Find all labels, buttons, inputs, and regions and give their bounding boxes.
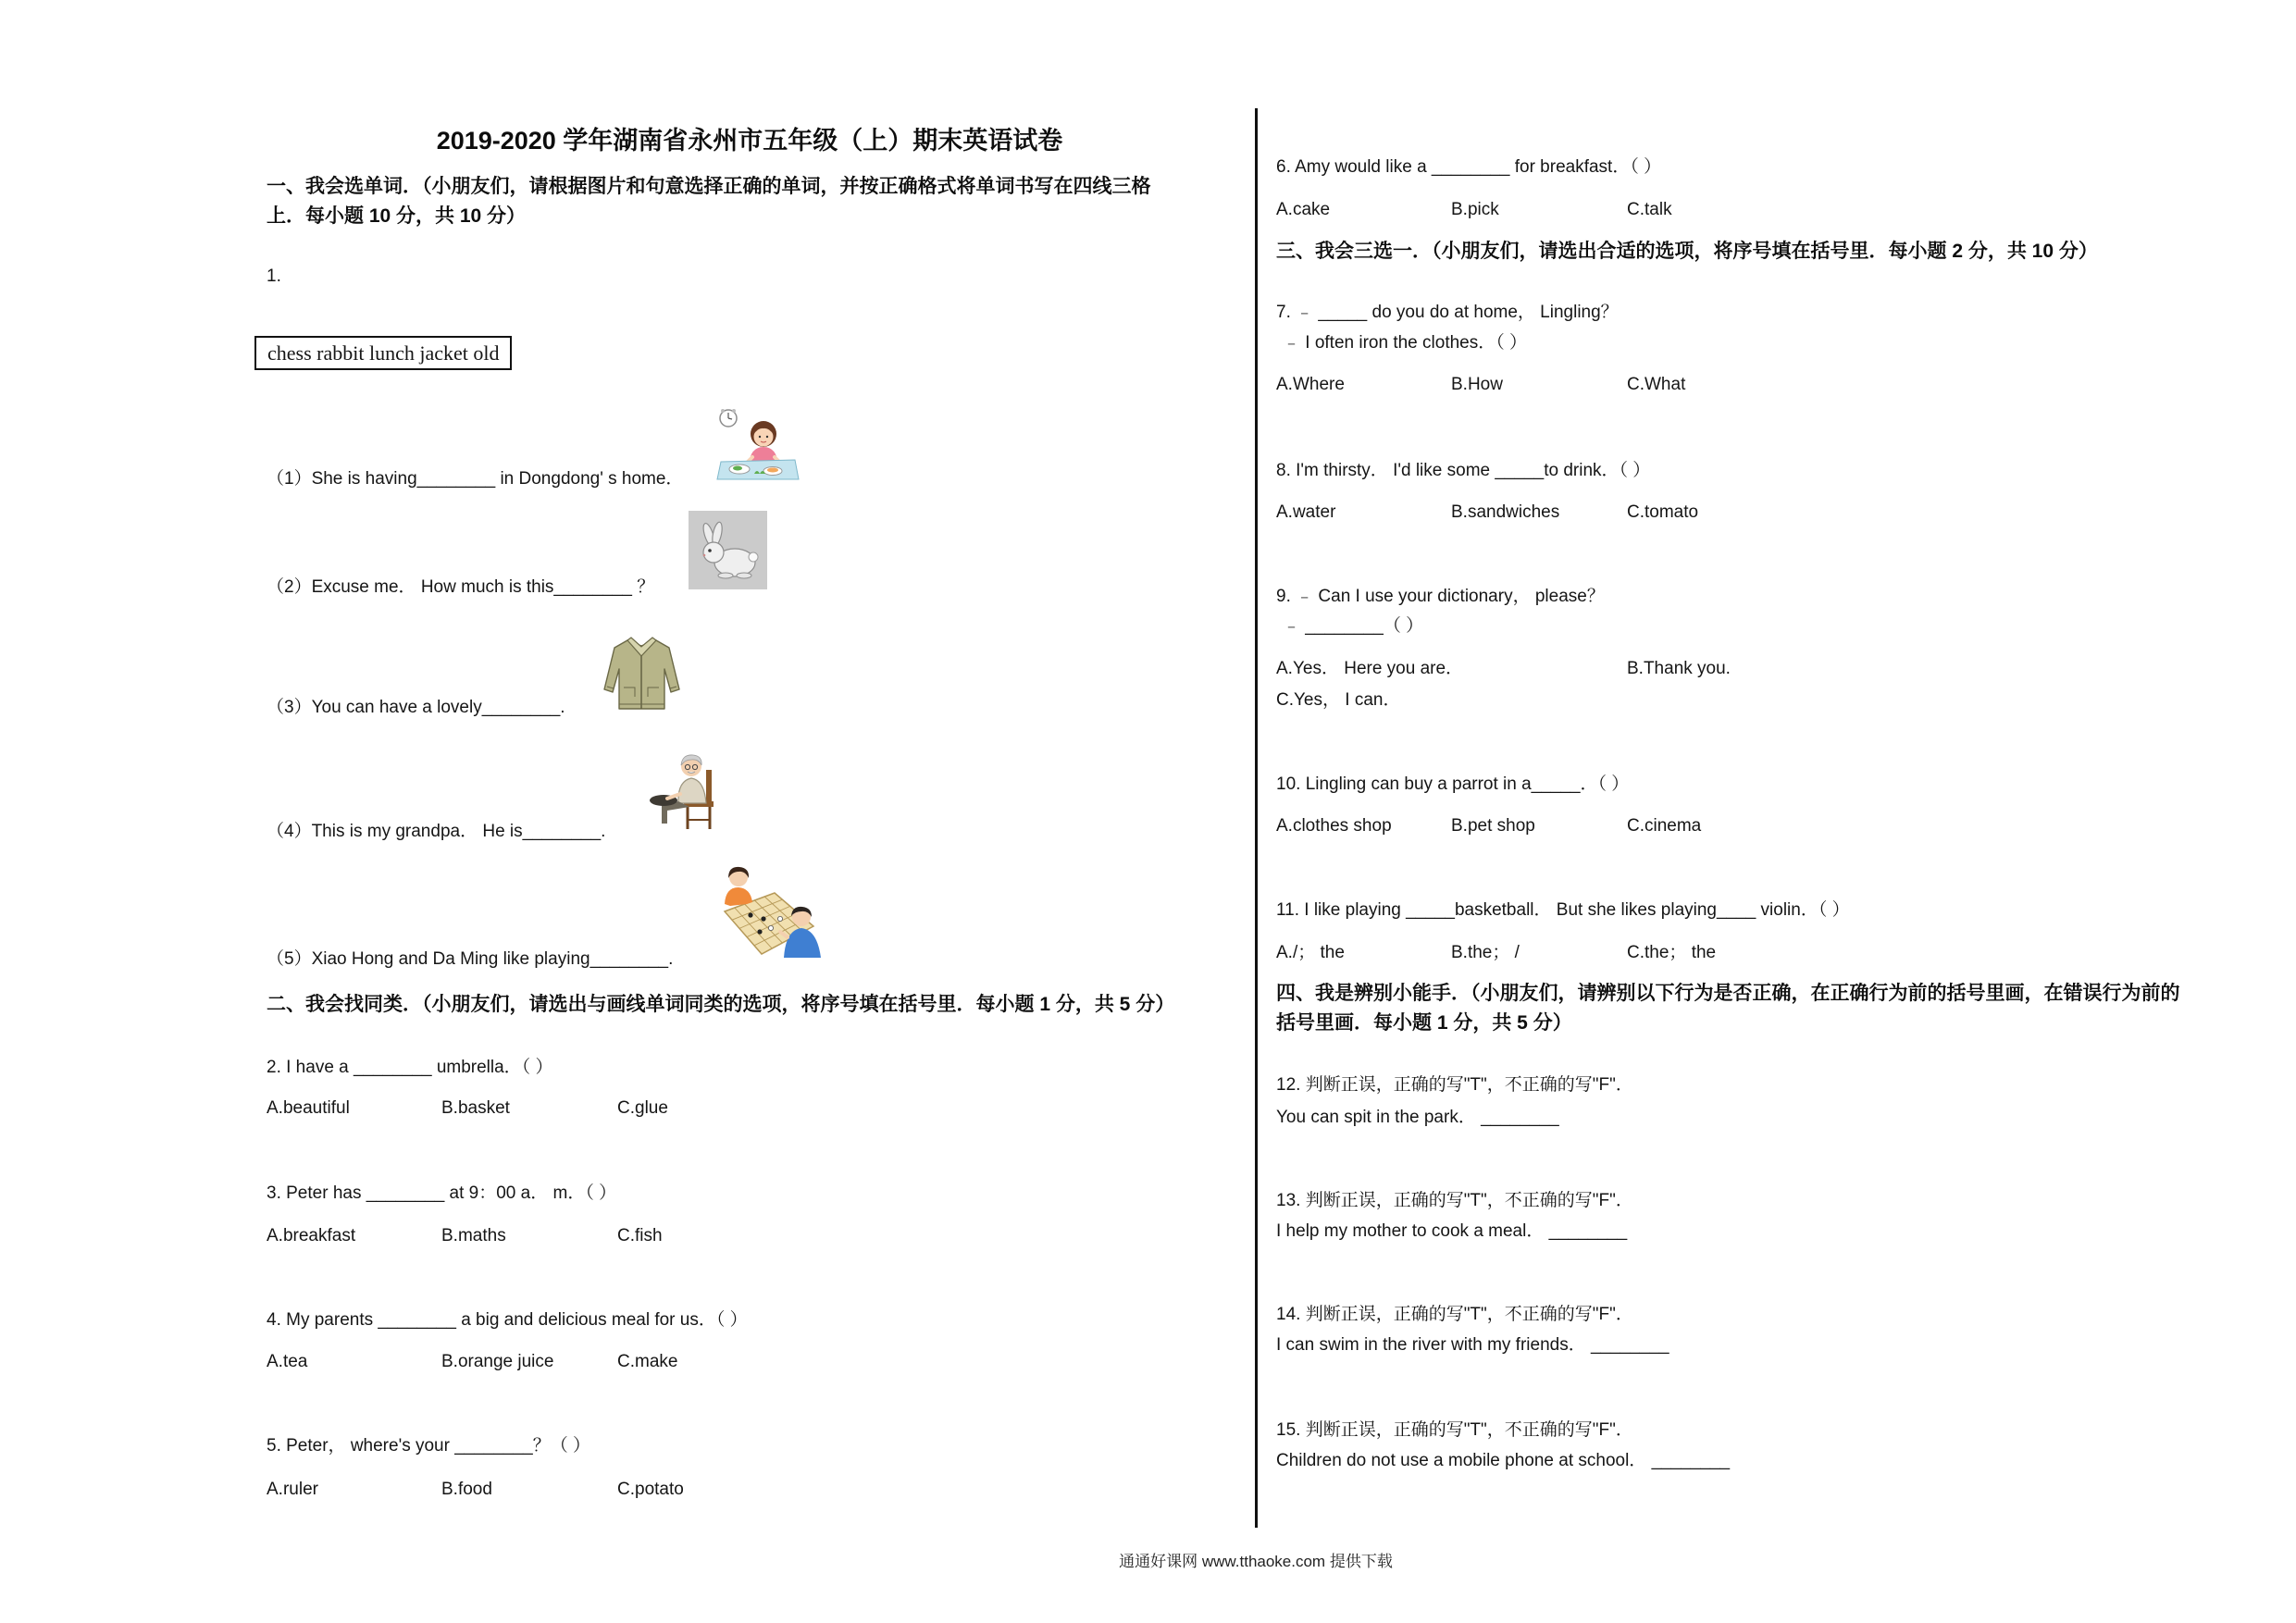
option-b: B.basket bbox=[441, 1098, 510, 1118]
question-9-stem-line-2: ﹣ ________（ ） bbox=[1283, 616, 1424, 636]
question-5-stem: 5. Peter， where's your ________？（ ） bbox=[267, 1436, 591, 1456]
option-b: B.orange juice bbox=[441, 1352, 554, 1371]
section-1-heading-line-1: 一、我会选单词．（小朋友们，请根据图片和句意选择正确的单词，并按正确格式将单词书写在四线三格 bbox=[267, 176, 1151, 197]
question-1-label: 1. bbox=[267, 266, 281, 286]
question-2-stem: 2. I have a ________ umbrella．（ ） bbox=[267, 1058, 553, 1077]
option-a: A.beautiful bbox=[267, 1098, 350, 1118]
rabbit-picture bbox=[689, 511, 767, 589]
option-a: A.Where bbox=[1276, 375, 1345, 394]
question-6-stem: 6. Amy would like a ________ for breakfast．（ ） bbox=[1276, 157, 1662, 177]
jacket-picture bbox=[600, 634, 684, 711]
question-1-item-2: （2）Excuse me． How much is this________ ？ bbox=[267, 577, 655, 597]
option-c: C.cinema bbox=[1627, 816, 1702, 836]
option-c: C.the； the bbox=[1627, 943, 1717, 962]
option-a: A.breakfast bbox=[267, 1226, 356, 1245]
question-13-prompt: 13. 判断正误，正确的写"T"，不正确的写"F"． bbox=[1276, 1191, 1633, 1210]
option-b: B.Thank you. bbox=[1627, 659, 1731, 678]
section-1-heading-line-2: 上．每小题 10 分，共 10 分） bbox=[267, 205, 527, 227]
question-6-options bbox=[1276, 199, 1850, 221]
option-a: A.clothes shop bbox=[1276, 816, 1392, 836]
column-divider bbox=[1255, 108, 1258, 1528]
question-12-statement: You can spit in the park． ________ bbox=[1276, 1108, 1559, 1127]
option-c: C.tomato bbox=[1627, 502, 1699, 522]
option-c: C.glue bbox=[617, 1098, 668, 1118]
option-a: A.tea bbox=[267, 1352, 308, 1371]
question-12-prompt: 12. 判断正误，正确的写"T"，不正确的写"F"． bbox=[1276, 1075, 1633, 1095]
girl-eating-lunch-picture bbox=[715, 407, 800, 481]
page-footer: 通通好课网 www.tthaoke.com 提供下载 bbox=[1119, 1553, 1393, 1570]
section-4-heading-line-2: 括号里画．每小题 1 分，共 5 分） bbox=[1276, 1012, 1572, 1034]
option-c: C.What bbox=[1627, 375, 1686, 394]
question-10-stem: 10. Lingling can buy a parrot in a_____．（ ） bbox=[1276, 774, 1630, 794]
exam-title: 2019-2020 学年湖南省永州市五年级（上）期末英语试卷 bbox=[436, 127, 1063, 155]
question-1-item-4: （4）This is my grandpa． He is________. bbox=[267, 822, 606, 841]
question-1-item-5: （5）Xiao Hong and Da Ming like playing________. bbox=[267, 949, 674, 969]
question-3-options bbox=[267, 1225, 840, 1247]
question-7-stem-line-2: ﹣ I often iron the clothes．（ ） bbox=[1283, 333, 1528, 353]
option-b: B.sandwiches bbox=[1451, 502, 1560, 522]
question-10-options bbox=[1276, 815, 1850, 837]
old-grandpa-picture bbox=[647, 750, 728, 832]
section-4-heading-line-1: 四、我是辨别小能手．（小朋友们，请辨别以下行为是否正确，在正确行为前的括号里画，在错误行为前的 bbox=[1276, 983, 2180, 1004]
question-9-options-row-2 bbox=[1276, 689, 1850, 712]
word-bank-box: chess rabbit lunch jacket old bbox=[254, 336, 512, 370]
question-11-options bbox=[1276, 942, 1850, 964]
question-9-stem-line-1: 9. ﹣ Can I use your dictionary， please？ bbox=[1276, 587, 1605, 606]
question-14-prompt: 14. 判断正误，正确的写"T"，不正确的写"F"． bbox=[1276, 1305, 1633, 1324]
question-9-options-row-1 bbox=[1276, 658, 1850, 680]
option-b: B.How bbox=[1451, 375, 1503, 394]
option-a: A.cake bbox=[1276, 200, 1331, 219]
section-3-heading: 三、我会三选一．（小朋友们，请选出合适的选项，将序号填在括号里．每小题 2 分，共 10 分） bbox=[1276, 241, 2098, 262]
option-c: C.talk bbox=[1627, 200, 1672, 219]
question-4-options bbox=[267, 1351, 840, 1373]
option-c: C.Yes， I can． bbox=[1276, 690, 1401, 710]
option-a: A.Yes． Here you are． bbox=[1276, 659, 1464, 678]
question-3-stem: 3. Peter has ________ at 9：00 a． m．（ ） bbox=[267, 1183, 617, 1203]
option-c: C.make bbox=[617, 1352, 678, 1371]
option-b: B.food bbox=[441, 1480, 492, 1499]
question-15-prompt: 15. 判断正误，正确的写"T"，不正确的写"F"． bbox=[1276, 1420, 1633, 1440]
option-c: C.fish bbox=[617, 1226, 663, 1245]
question-7-options bbox=[1276, 374, 1850, 396]
question-2-options bbox=[267, 1097, 840, 1120]
option-b: B.maths bbox=[441, 1226, 506, 1245]
question-5-options bbox=[267, 1479, 840, 1501]
option-c: C.potato bbox=[617, 1480, 684, 1499]
option-b: B.pet shop bbox=[1451, 816, 1535, 836]
question-1-item-3: （3）You can have a lovely________. bbox=[267, 698, 565, 717]
option-a: A./； the bbox=[1276, 943, 1345, 962]
question-14-statement: I can swim in the river with my friends． ________ bbox=[1276, 1335, 1669, 1355]
question-11-stem: 11. I like playing _____basketball． But she likes playing____ violin．（ ） bbox=[1276, 900, 1850, 920]
option-b: B.the； / bbox=[1451, 943, 1520, 962]
question-7-stem-line-1: 7. ﹣ _____ do you do at home， Lingling？ bbox=[1276, 303, 1619, 322]
section-2-heading: 二、我会找同类．（小朋友们，请选出与画线单词同类的选项，将序号填在括号里．每小题 1 分，共 5 分） bbox=[267, 994, 1175, 1015]
question-4-stem: 4. My parents ________ a big and delicious meal for us．（ ） bbox=[267, 1310, 748, 1330]
option-b: B.pick bbox=[1451, 200, 1499, 219]
question-8-stem: 8. I'm thirsty． I'd like some _____to drink．（ ） bbox=[1276, 461, 1651, 480]
option-a: A.water bbox=[1276, 502, 1336, 522]
children-playing-chess-picture bbox=[715, 863, 825, 960]
question-8-options bbox=[1276, 502, 1850, 524]
question-13-statement: I help my mother to cook a meal． ________ bbox=[1276, 1221, 1628, 1241]
question-1-item-1: （1）She is having________ in Dongdong' s home． bbox=[267, 469, 684, 489]
question-15-statement: Children do not use a mobile phone at school． ________ bbox=[1276, 1451, 1731, 1470]
option-a: A.ruler bbox=[267, 1480, 318, 1499]
